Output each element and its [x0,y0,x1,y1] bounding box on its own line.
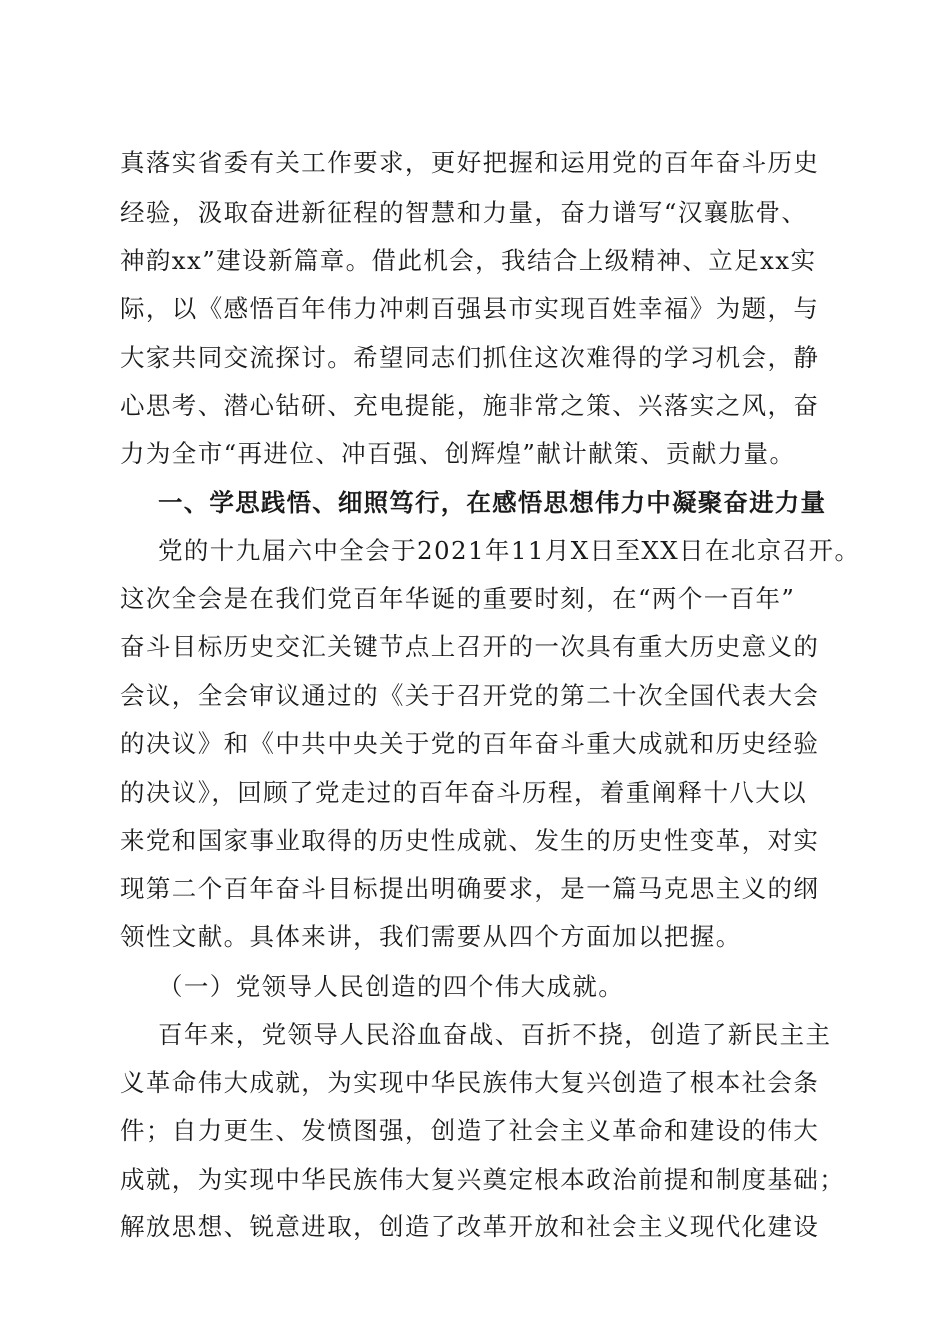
body-line: 会议，全会审议通过的《关于召开党的第二十次全国代表大会 [120,681,820,710]
subsection-heading: （一）党领导人民创造的四个伟大成就。 [158,972,625,1001]
body-line: 件；自力更生、发愤图强，创造了社会主义革命和建设的伟大 [120,1116,820,1145]
body-line: 的决议》，回顾了党走过的百年奋斗历程，着重阐释十八大以 [120,778,808,807]
body-line: 际，以《感悟百年伟力冲刺百强县市实现百姓幸福》为题，与 [120,294,820,323]
body-line: 的决议》和《中共中央关于党的百年奋斗重大成就和历史经验 [120,729,820,758]
body-line: 领性文献。具体来讲，我们需要从四个方面加以把握。 [120,922,742,951]
body-line: 心思考、潜心钻研、充电提能，施非常之策、兴落实之风，奋 [120,391,820,420]
section-heading: 一、学思践悟、细照笃行，在感悟思想伟力中凝聚奋进力量 [158,488,827,517]
body-line: 大家共同交流探讨。希望同志们抓住这次难得的学习机会，静 [120,343,820,372]
body-line: 真落实省委有关工作要求，更好把握和运用党的百年奋斗历史 [120,148,820,177]
body-line: 百年来，党领导人民浴血奋战、百折不挠，创造了新民主主 [158,1020,832,1049]
body-line: 成就，为实现中华民族伟大复兴奠定根本政治前提和制度基础； [120,1165,846,1194]
body-line: 解放思想、锐意进取，创造了改革开放和社会主义现代化建设 [120,1212,820,1241]
body-line: 经验，汲取奋进新征程的智慧和力量，奋力谱写“汉襄肱骨、 [120,198,808,227]
body-line: 神韵xx”建设新篇章。借此机会，我结合上级精神、立足xx实 [120,246,817,275]
body-line: 力为全市“再进位、冲百强、创辉煌”献计献策、贡献力量。 [120,439,796,468]
body-line: 现第二个百年奋斗目标提出明确要求，是一篇马克思主义的纲 [120,874,820,903]
body-line: 来党和国家事业取得的历史性成就、发生的历史性变革，对实 [120,826,820,855]
body-line: 奋斗目标历史交汇关键节点上召开的一次具有重大历史意义的 [120,632,820,661]
body-line: 义革命伟大成就，为实现中华民族伟大复兴创造了根本社会条 [120,1068,820,1097]
body-line: 党的十九届六中全会于2021年11月X日至XX日在北京召开。 [158,536,861,565]
body-line: 这次全会是在我们党百年华诞的重要时刻，在“两个一百年” [120,584,796,613]
